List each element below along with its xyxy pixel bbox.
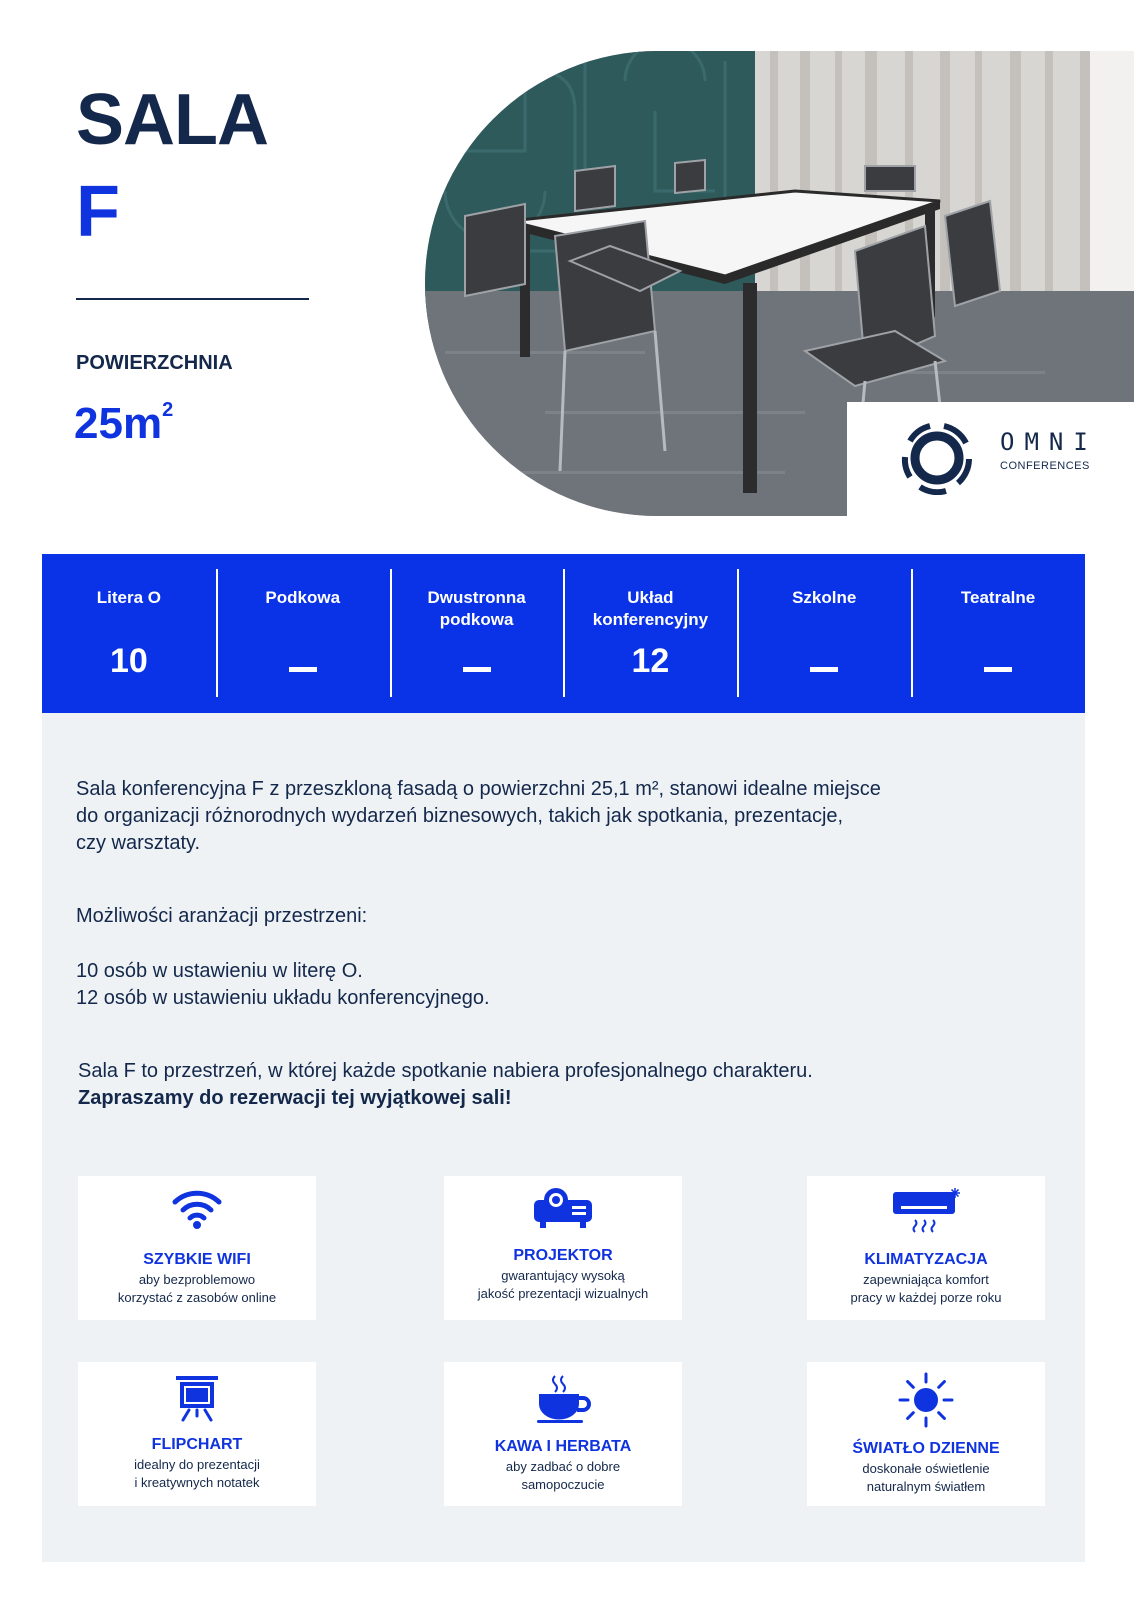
capacity-cell — [42, 554, 216, 713]
feature-line: samopoczucie — [521, 1477, 605, 1492]
coffee-cup-icon — [535, 1374, 591, 1424]
capacity-dash — [984, 667, 1012, 672]
feature-description — [444, 1267, 682, 1303]
air-conditioner-icon — [891, 1188, 961, 1234]
feature-title: SZYBKIE WIFI — [143, 1251, 251, 1268]
capacity-label: Szkolne — [792, 588, 857, 607]
capacity-table — [42, 554, 1085, 713]
closing-text — [78, 1058, 958, 1112]
capacity-cell — [563, 554, 737, 713]
feature-title: FLIPCHART — [151, 1436, 243, 1453]
feature-line: zapewniająca komfort — [863, 1272, 989, 1287]
feature-title: KLIMATYZACJA — [864, 1251, 988, 1268]
capacity-cell — [911, 554, 1085, 713]
description-line: do organizacji różnorodnych wydarzeń biznesowych, takich jak spotkania, prezentacje, — [76, 805, 844, 827]
feature-line: jakość prezentacji wizualnych — [477, 1286, 649, 1301]
arrangement-item: 10 osób w ustawieniu w literę O. — [76, 960, 363, 982]
capacity-label: Teatralne — [960, 588, 1036, 607]
feature-description — [807, 1271, 1045, 1307]
arrangement-heading: Możliwości aranżacji przestrzeni: — [76, 905, 368, 927]
page-title: SALA — [76, 80, 268, 160]
capacity-cell — [390, 554, 564, 713]
feature-line: i kreatywnych notatek — [134, 1475, 260, 1490]
feature-line: naturalnym światłem — [866, 1479, 986, 1494]
closing-call-to-action: Zapraszamy do rezerwacji tej wyjątkowej sali! — [78, 1087, 512, 1109]
feature-card-air-conditioning — [807, 1176, 1045, 1320]
projector-icon — [532, 1186, 594, 1230]
omni-logo-icon — [900, 421, 974, 495]
capacity-cell — [737, 554, 911, 713]
sun-icon — [898, 1372, 954, 1428]
capacity-label: Podkowa — [265, 588, 341, 607]
feature-description — [444, 1458, 682, 1494]
logo-subtitle: CONFERENCES — [1000, 460, 1090, 472]
area-unit-superscript: 2 — [162, 399, 174, 422]
arrangement-list — [76, 958, 956, 1012]
capacity-value: 10 — [110, 642, 148, 680]
feature-card-flipchart — [78, 1362, 316, 1506]
capacity-label: Układ konferencyjny — [592, 588, 709, 629]
feature-line: idealny do prezentacji — [134, 1457, 260, 1472]
capacity-value: 12 — [631, 642, 670, 680]
wifi-icon — [171, 1188, 223, 1230]
description-line: czy warsztaty. — [76, 832, 201, 854]
room-description — [76, 776, 956, 857]
logo-name: OMNI — [1000, 428, 1098, 456]
area-label: POWIERZCHNIA — [76, 352, 233, 374]
logo-panel — [847, 402, 1134, 516]
feature-description — [78, 1271, 316, 1307]
feature-description — [807, 1460, 1045, 1496]
feature-card-coffee-tea — [444, 1362, 682, 1506]
feature-card-daylight — [807, 1362, 1045, 1506]
arrangement-item: 12 osób w ustawieniu układu konferencyjnego. — [76, 987, 490, 1009]
room-letter: F — [76, 172, 120, 252]
feature-line: gwarantujący wysoką — [501, 1268, 625, 1283]
capacity-label: Litera O — [96, 588, 162, 607]
title-divider — [76, 298, 309, 300]
capacity-value — [737, 644, 911, 678]
description-line: Sala konferencyjna F z przeszkloną fasadą o powierzchni 25,1 m², stanowi idealne miejsce — [76, 778, 881, 800]
capacity-value — [216, 644, 390, 678]
feature-title: PROJEKTOR — [513, 1247, 613, 1264]
feature-card-projector — [444, 1176, 682, 1320]
feature-title: KAWA I HERBATA — [494, 1438, 632, 1455]
capacity-label: Dwustronna podkowa — [427, 588, 526, 629]
feature-line: aby bezproblemowo — [138, 1272, 256, 1287]
feature-line: pracy w każdej porze roku — [850, 1290, 1002, 1305]
capacity-dash — [463, 667, 491, 672]
feature-line: korzystać z zasobów online — [117, 1290, 277, 1305]
feature-description — [78, 1456, 316, 1492]
capacity-cell — [216, 554, 390, 713]
flipchart-icon — [174, 1374, 220, 1422]
feature-line: doskonałe oświetlenie — [862, 1461, 990, 1476]
area-value: $25m^2$ — [74, 399, 174, 448]
feature-card-wifi — [78, 1176, 316, 1320]
feature-line: aby zadbać o dobre — [505, 1459, 621, 1474]
feature-title: ŚWIATŁO DZIENNE — [852, 1440, 1000, 1457]
closing-line: Sala F to przestrzeń, w której każde spotkanie nabiera profesjonalnego charakteru. — [78, 1060, 813, 1082]
capacity-value — [911, 644, 1085, 678]
capacity-dash — [289, 667, 317, 672]
capacity-value — [390, 644, 564, 678]
capacity-dash — [810, 667, 838, 672]
